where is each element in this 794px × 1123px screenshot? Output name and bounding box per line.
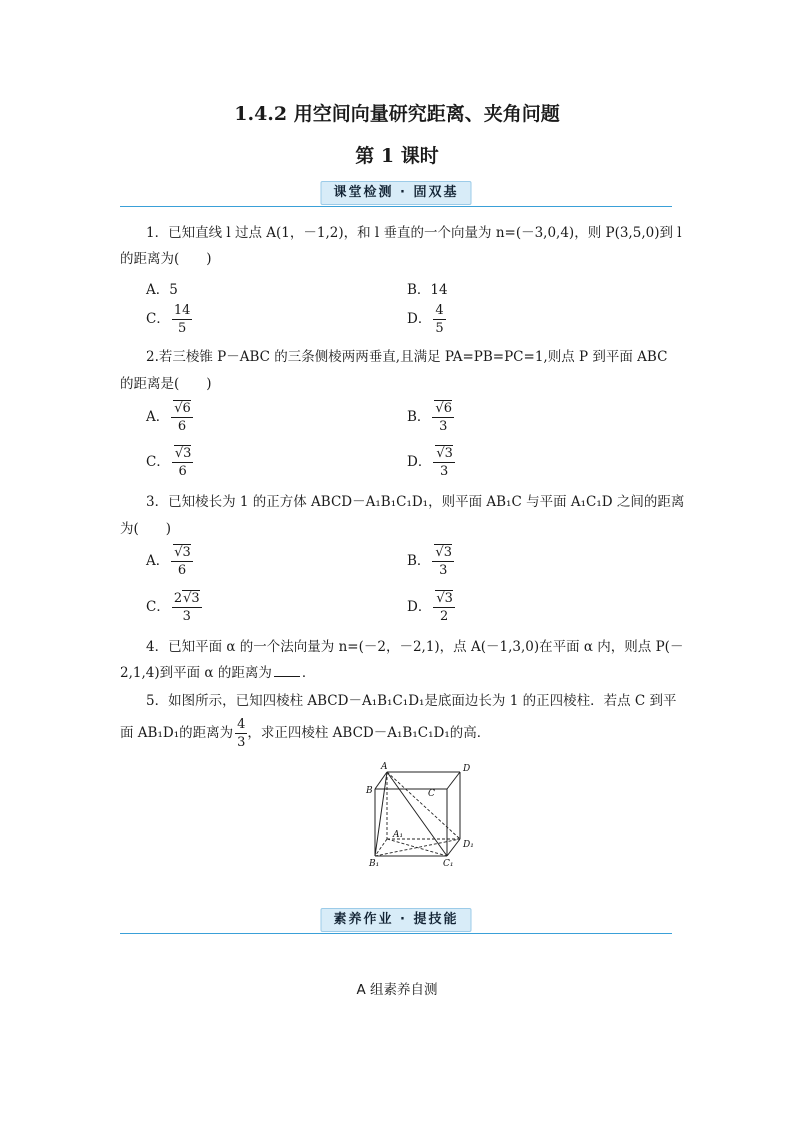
- label-B: B: [366, 786, 373, 796]
- fraction: [172, 447, 194, 478]
- q1-option-a: A．5: [146, 282, 178, 298]
- sqrt-value: √ 3: [182, 590, 200, 606]
- q2-option-b: [407, 402, 454, 433]
- section-banner-homework: [120, 908, 672, 934]
- numerator: [171, 402, 193, 418]
- label-D: D: [463, 764, 471, 774]
- denominator: 3: [237, 735, 246, 750]
- denominator: 3: [439, 464, 449, 479]
- denominator: 3: [439, 419, 448, 434]
- denominator: 2: [439, 609, 449, 624]
- fraction: [433, 592, 455, 623]
- group-title: A 组素养自测: [356, 982, 438, 998]
- q2-stem-line1: 2.若三棱锥 P－ABC 的三条侧棱两两垂直,且满足 PA=PB=PC=1,则点 P 到平面 ABC: [146, 349, 668, 365]
- lesson-subtitle: 第 1 课时: [355, 145, 439, 167]
- prism-figure: [355, 760, 475, 870]
- numerator: 4: [435, 303, 444, 318]
- section-banner-check: [120, 181, 672, 207]
- q1-stem-line1: 1．已知直线 l 过点 A(1，－1,2)，和 l 垂直的一个向量为 n=(－3,0,4)，则 P(3,5,0)到 l: [146, 225, 682, 241]
- numerator: [433, 447, 455, 463]
- fraction: [432, 546, 454, 577]
- option-label: A．: [146, 553, 170, 569]
- numerator: [172, 592, 202, 608]
- label-A1: A₁: [393, 830, 404, 840]
- label-C: C: [428, 789, 435, 799]
- sqrt-value: √ 3: [434, 544, 452, 560]
- q2-option-d: [407, 447, 455, 478]
- label-D1: D₁: [463, 840, 474, 850]
- q4-stem-line2: [120, 662, 315, 684]
- q1-option-b: B．14: [407, 282, 448, 298]
- sqrt-value: √ 3: [435, 445, 453, 461]
- fraction: [235, 718, 247, 749]
- numerator: [171, 546, 193, 562]
- q3-stem-line1: 3．已知棱长为 1 的正方体 ABCD－A₁B₁C₁D₁，则平面 AB₁C 与平面 A₁C₁D 之间的距离: [146, 494, 685, 510]
- option-label: C．: [146, 599, 170, 615]
- label-B1: B₁: [369, 859, 380, 869]
- numerator: [433, 592, 455, 608]
- fraction: [171, 402, 193, 433]
- sqrt-value: √ 3: [173, 544, 191, 560]
- q4-line2-end: ．: [301, 665, 316, 681]
- q4-line2-text: 2,1,4)到平面 α 的距离为: [120, 665, 272, 681]
- q1-stem-line2: 的距离为( ): [120, 251, 212, 267]
- q3-option-b: [407, 546, 454, 577]
- option-label: D．: [407, 454, 432, 470]
- label-C1: C₁: [443, 859, 454, 869]
- sqrt-value: √ 3: [174, 445, 192, 461]
- banner-label: 素养作业 · 提技能: [321, 908, 472, 932]
- numerator: [432, 402, 454, 418]
- numerator: [432, 546, 454, 562]
- denominator: 3: [439, 563, 448, 578]
- q3-option-d: [407, 592, 455, 623]
- q2-option-c: [146, 447, 193, 478]
- q3-stem-line2: 为( ): [120, 521, 172, 537]
- q5-line2-end: ，求正四棱柱 ABCD－A₁B₁C₁D₁的高．: [247, 725, 491, 741]
- option-label: C．: [146, 311, 170, 327]
- label-A: A: [381, 762, 388, 772]
- q4-stem-line1: 4．已知平面 α 的一个法向量为 n=(－2，－2,1)，点 A(－1,3,0)在平面 α 内，则点 P(－: [146, 639, 684, 655]
- edge-AB1: [375, 772, 387, 856]
- denominator: 5: [435, 321, 444, 336]
- denominator: 3: [182, 609, 191, 624]
- page-title: 1.4.2 用空间向量研究距离、夹角问题: [234, 103, 560, 125]
- q1-option-d: [407, 304, 446, 335]
- q5-stem-line1: 5．如图所示，已知四棱柱 ABCD－A₁B₁C₁D₁是底面边长为 1 的正四棱柱．若点 C 到平: [146, 693, 677, 709]
- fraction: [433, 304, 445, 335]
- banner-divider: [120, 206, 672, 207]
- option-label: D．: [407, 599, 432, 615]
- fraction: [172, 592, 202, 623]
- hidden-edge-AD1: [387, 772, 460, 839]
- fraction: [432, 402, 454, 433]
- fraction: [172, 304, 193, 335]
- q1-option-c: [146, 304, 192, 335]
- fraction: [433, 447, 455, 478]
- option-label: C．: [146, 454, 170, 470]
- denominator: 6: [177, 419, 187, 434]
- fraction: [171, 546, 193, 577]
- banner-label: 课堂检测 · 固双基: [321, 181, 472, 205]
- numerator: [172, 447, 194, 463]
- q5-stem-line2: [120, 718, 490, 749]
- q5-line2-text: 面 AB₁D₁的距离为: [120, 725, 234, 741]
- denominator: 6: [178, 464, 187, 479]
- option-label: A．: [146, 409, 170, 425]
- edge-DC: [447, 772, 460, 789]
- banner-divider: [120, 933, 672, 934]
- denominator: 5: [177, 321, 187, 336]
- q2-option-a: [146, 402, 193, 433]
- sqrt-value: √ 6: [173, 400, 191, 416]
- option-label: D．: [407, 311, 432, 327]
- numerator: 4: [237, 717, 246, 732]
- q2-stem-line2: 的距离是( ): [120, 376, 212, 392]
- hidden-edge-A1C1: [387, 839, 447, 856]
- coefficient: 2: [173, 591, 183, 606]
- sqrt-value: √ 3: [435, 590, 453, 606]
- edge-AC1: [387, 772, 447, 856]
- option-label: B．: [407, 409, 431, 425]
- answer-blank: [274, 662, 300, 677]
- sqrt-value: √ 6: [434, 400, 452, 416]
- q3-option-a: [146, 546, 193, 577]
- denominator: 6: [177, 563, 187, 578]
- q3-option-c: [146, 592, 202, 623]
- numerator: 14: [173, 303, 191, 318]
- option-label: B．: [407, 553, 431, 569]
